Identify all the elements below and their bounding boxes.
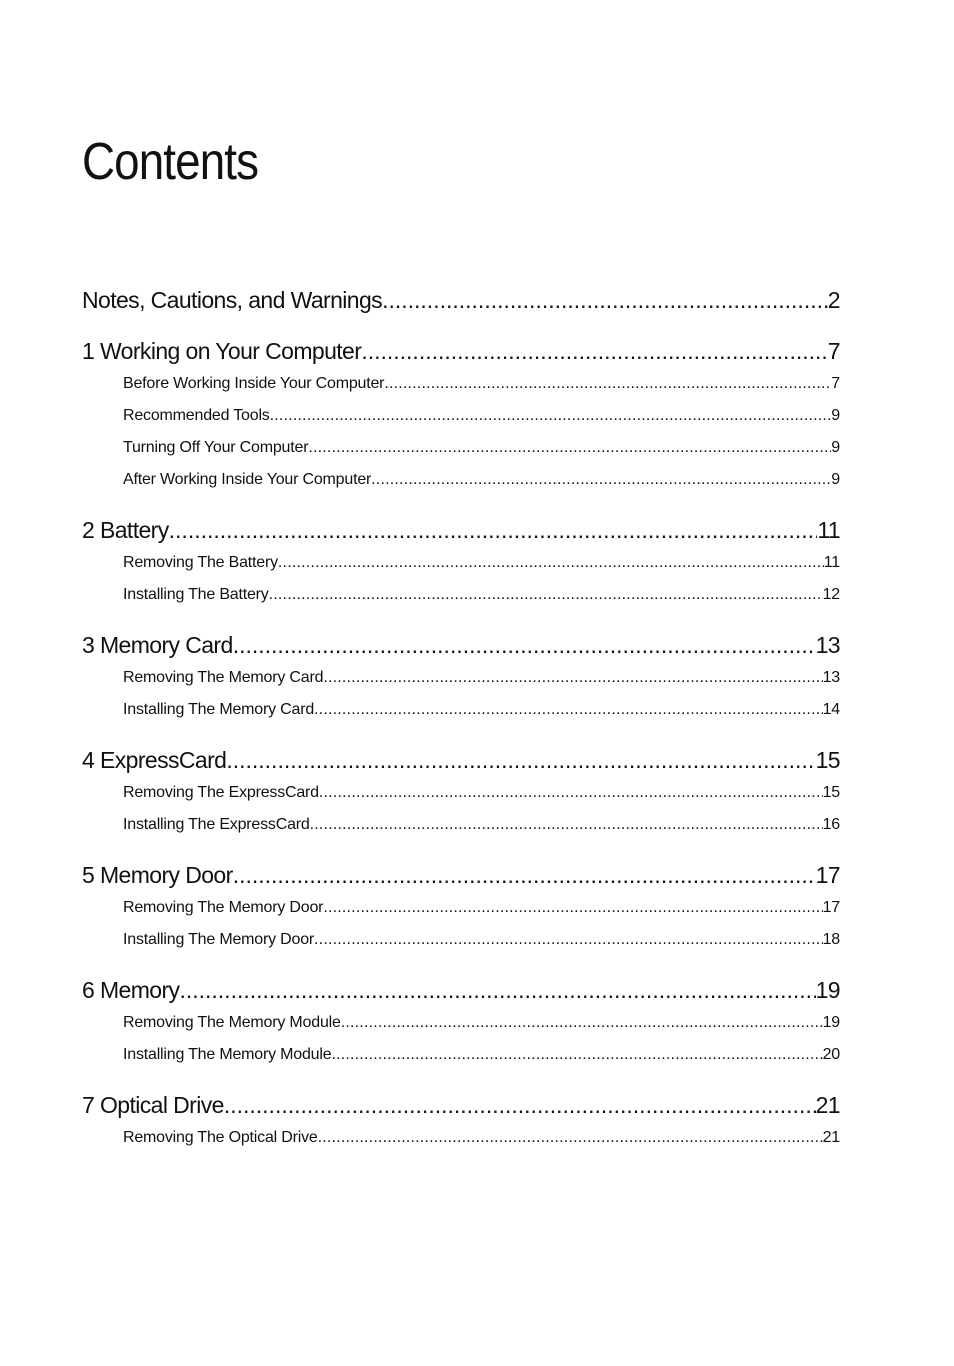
toc-page-number: 9 <box>831 471 840 488</box>
dot-leader <box>310 809 823 841</box>
toc-page-number: 7 <box>827 338 840 364</box>
toc-page-number: 17 <box>822 899 840 916</box>
dot-leader <box>382 283 828 317</box>
dot-leader <box>308 432 831 464</box>
toc-page-number: 11 <box>823 554 840 571</box>
toc-entry-label: Installing The Memory Module <box>123 1046 332 1063</box>
toc-section-battery <box>82 513 840 611</box>
toc-entry-label: Installing The ExpressCard <box>123 816 310 833</box>
toc-entry-label: Removing The Battery <box>123 554 278 571</box>
toc-chapter-link[interactable] <box>82 858 840 892</box>
dot-leader <box>314 924 823 956</box>
toc-page-number: 17 <box>815 862 840 888</box>
toc-entry-label: Installing The Battery <box>123 586 269 603</box>
dot-leader <box>224 1088 816 1122</box>
toc-chapter-label: 2 Battery <box>82 517 169 543</box>
toc-chapter-label: 6 Memory <box>82 977 180 1003</box>
toc-entry-link[interactable] <box>82 547 840 579</box>
toc-page-number: 12 <box>822 586 840 603</box>
toc-entry-link[interactable] <box>82 694 840 726</box>
toc-page-number: 2 <box>827 287 840 313</box>
toc-page-number: 21 <box>822 1129 840 1146</box>
dot-leader <box>331 1039 822 1071</box>
toc-section-memory-door <box>82 858 840 956</box>
toc-chapter-label: 4 ExpressCard <box>82 747 227 773</box>
toc-entry-link[interactable] <box>82 579 840 611</box>
toc-entry-label: Installing The Memory Door <box>123 931 315 948</box>
toc-chapter-link[interactable] <box>82 743 840 777</box>
toc-chapter-label: 5 Memory Door <box>82 862 233 888</box>
toc-chapter-link[interactable] <box>82 628 840 662</box>
toc-chapter-link[interactable] <box>82 973 840 1007</box>
toc-entry-link[interactable] <box>82 662 840 694</box>
toc-page-number: 11 <box>817 517 840 543</box>
toc-entry-link[interactable] <box>82 400 840 432</box>
dot-leader <box>270 400 832 432</box>
toc-page-number: 14 <box>822 701 840 718</box>
toc-entry-link[interactable] <box>82 1122 840 1154</box>
dot-leader <box>169 513 818 547</box>
dot-leader <box>278 547 824 579</box>
toc-entry-link[interactable] <box>82 924 840 956</box>
dot-leader <box>384 368 831 400</box>
toc-page-number: 9 <box>831 407 840 424</box>
toc-chapter-label: Notes, Cautions, and Warnings <box>82 287 383 313</box>
toc-entry-label: Recommended Tools <box>123 407 270 424</box>
dot-leader <box>323 892 822 924</box>
toc-page-number: 13 <box>822 669 840 686</box>
toc-entry-label: Removing The ExpressCard <box>123 784 319 801</box>
dot-leader <box>269 579 823 611</box>
dot-leader <box>323 662 822 694</box>
toc-chapter-link[interactable] <box>82 1088 840 1122</box>
toc-page-number: 7 <box>831 375 840 392</box>
dot-leader <box>226 743 815 777</box>
toc-entry-label: Removing The Memory Door <box>123 899 324 916</box>
toc-chapter-link[interactable] <box>82 334 840 368</box>
toc-section-notes <box>82 283 840 317</box>
toc-entry-link[interactable] <box>82 777 840 809</box>
toc-page-number: 20 <box>822 1046 840 1063</box>
toc-chapter-label: 7 Optical Drive <box>82 1092 224 1118</box>
toc-entry-link[interactable] <box>82 892 840 924</box>
toc-entry-label: Before Working Inside Your Computer <box>123 375 385 392</box>
toc-entry-label: Installing The Memory Card <box>123 701 315 718</box>
toc-section-memory-card <box>82 628 840 726</box>
toc-chapter-label: 3 Memory Card <box>82 632 233 658</box>
dot-leader <box>341 1007 823 1039</box>
toc-page-number: 21 <box>815 1092 840 1118</box>
toc-entry-link[interactable] <box>82 809 840 841</box>
dot-leader <box>318 1122 823 1154</box>
toc-entry-label: Removing The Memory Module <box>123 1014 341 1031</box>
dot-leader <box>361 334 827 368</box>
toc-entry-link[interactable] <box>82 1007 840 1039</box>
toc-chapter-link[interactable] <box>82 513 840 547</box>
toc-page-number: 19 <box>822 1014 840 1031</box>
toc-page-number: 16 <box>822 816 840 833</box>
dot-leader <box>314 694 823 726</box>
toc-entry-label: After Working Inside Your Computer <box>123 471 372 488</box>
toc-section-memory <box>82 973 840 1071</box>
toc-entry-label: Removing The Optical Drive <box>123 1129 318 1146</box>
dot-leader <box>233 858 816 892</box>
page-title: Contents <box>82 133 259 191</box>
toc-page-number: 9 <box>831 439 840 456</box>
toc-page-number: 15 <box>822 784 840 801</box>
toc-entry-link[interactable] <box>82 432 840 464</box>
toc-entry-label: Turning Off Your Computer <box>123 439 309 456</box>
dot-leader <box>319 777 823 809</box>
table-of-contents <box>82 283 840 1171</box>
toc-section-expresscard <box>82 743 840 841</box>
toc-section-optical-drive <box>82 1088 840 1154</box>
toc-entry-link[interactable] <box>82 1039 840 1071</box>
toc-page-number: 13 <box>815 632 840 658</box>
toc-chapter-link[interactable] <box>82 283 840 317</box>
dot-leader <box>371 464 831 496</box>
dot-leader <box>233 628 816 662</box>
toc-entry-link[interactable] <box>82 368 840 400</box>
dot-leader <box>179 973 815 1007</box>
toc-chapter-label: 1 Working on Your Computer <box>82 338 362 364</box>
toc-entry-link[interactable] <box>82 464 840 496</box>
toc-section-working-on-computer <box>82 334 840 496</box>
toc-entry-label: Removing The Memory Card <box>123 669 324 686</box>
toc-page-number: 18 <box>822 931 840 948</box>
toc-page-number: 19 <box>815 977 840 1003</box>
toc-page-number: 15 <box>815 747 840 773</box>
